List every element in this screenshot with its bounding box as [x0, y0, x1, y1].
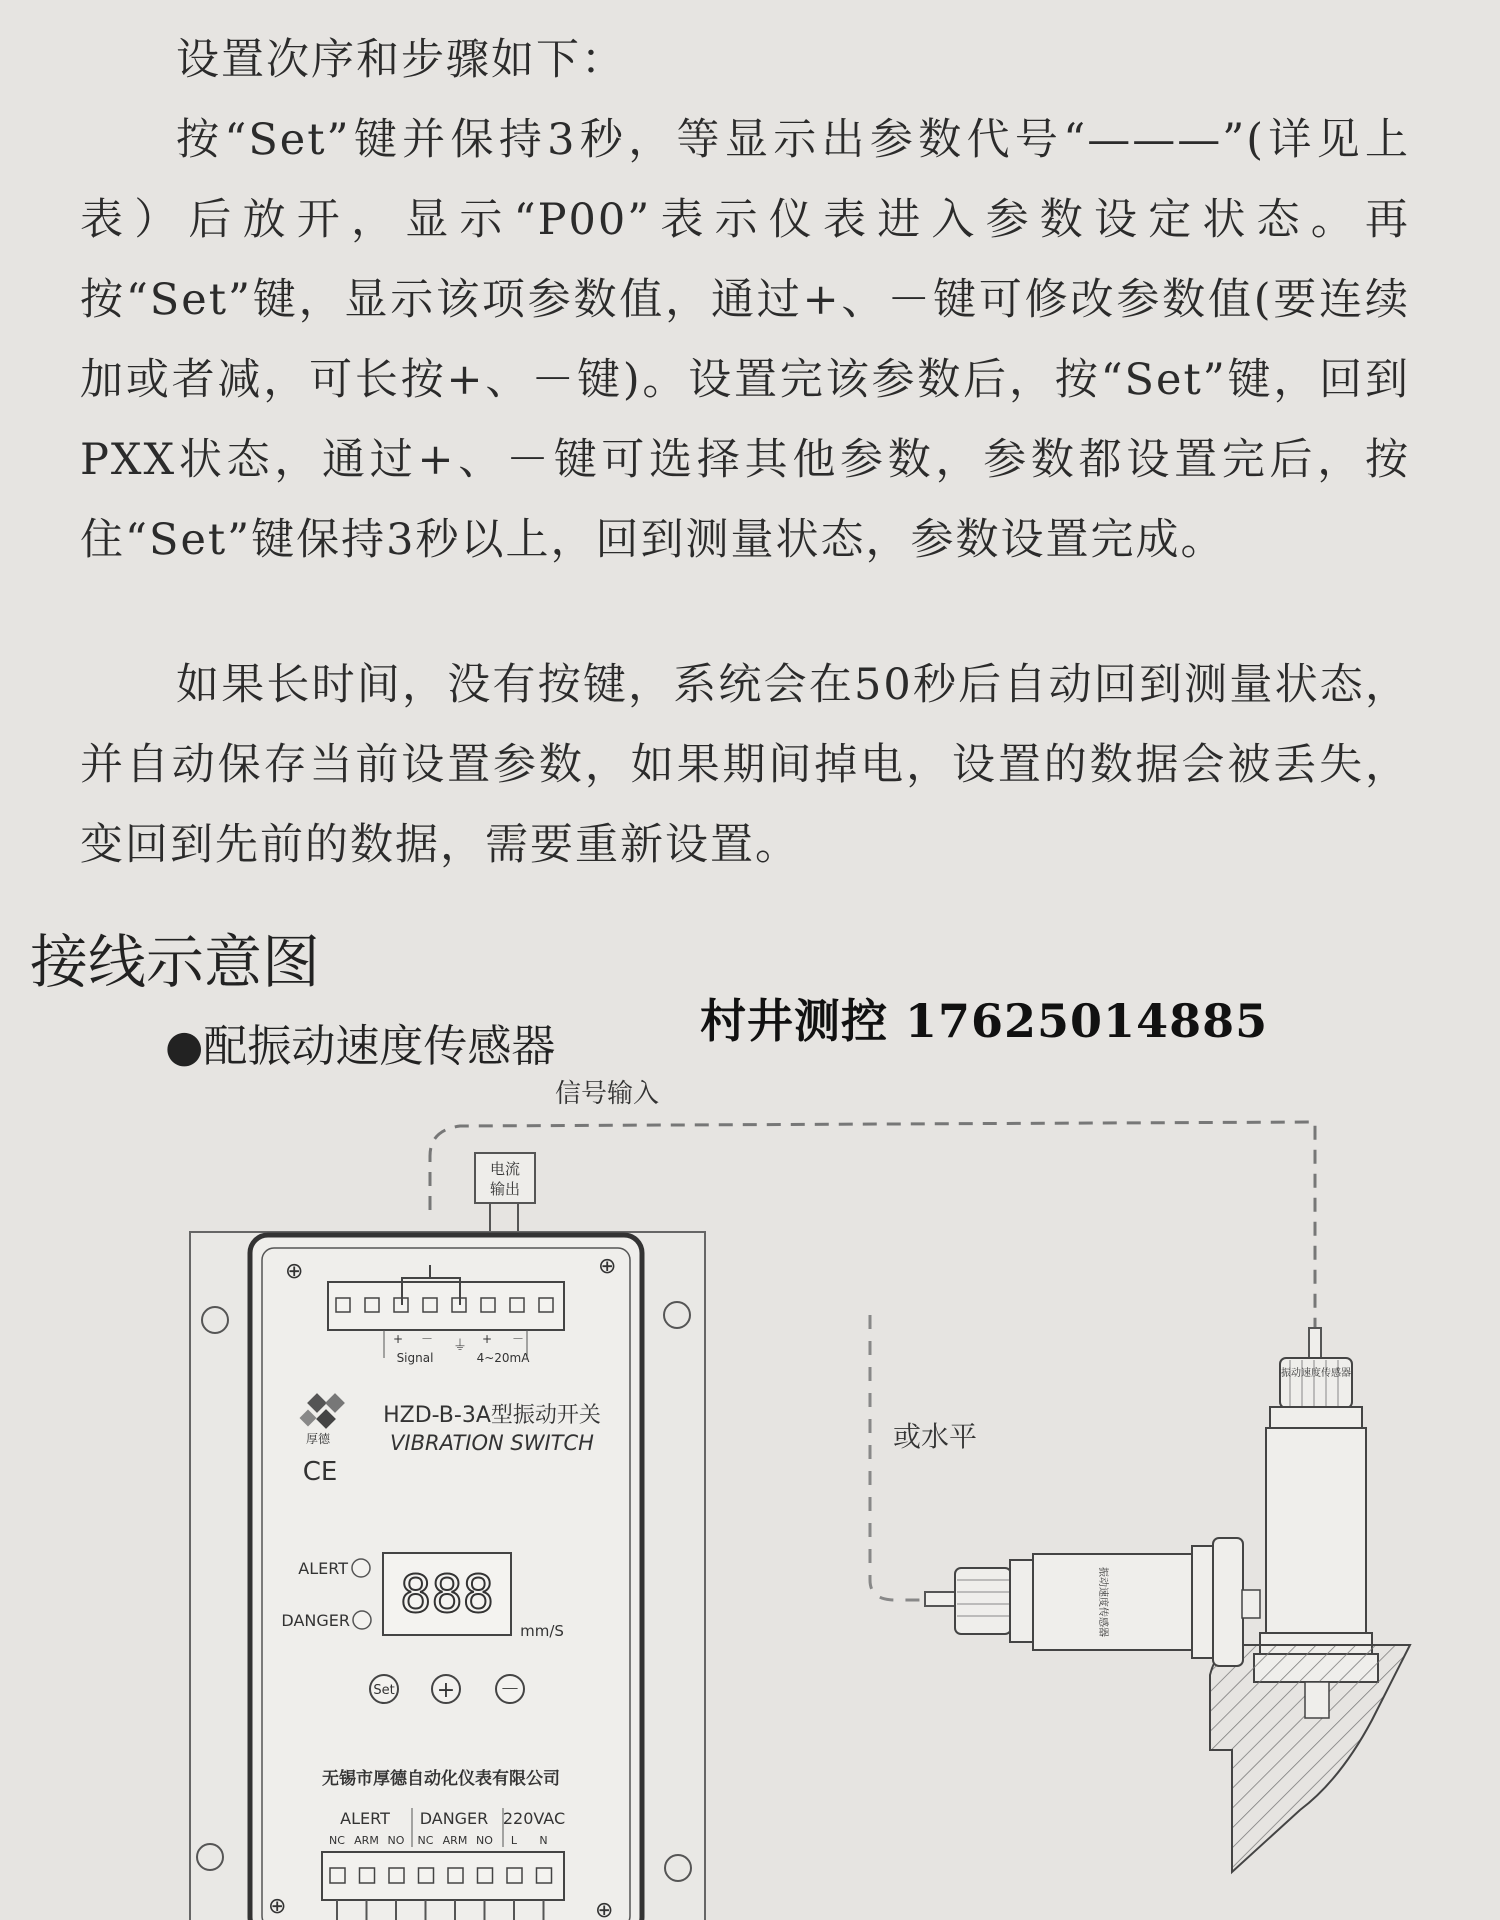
alert-led-icon: [352, 1559, 370, 1577]
vertical-sensor-label: 振动速度传感器: [1281, 1368, 1351, 1379]
bottom-group-220vac: 220VAC: [502, 1809, 566, 1828]
terminal-sublabel: NC: [329, 1834, 345, 1847]
horizontal-signal-wire: [870, 1315, 930, 1600]
model-name: HZD-B-3A型振动开关: [383, 1403, 601, 1428]
terminal-sublabel: ARM: [354, 1834, 379, 1847]
company-name: 无锡市厚德自动化仪表有限公司: [322, 1769, 560, 1789]
bottom-terminal-block: [322, 1852, 564, 1900]
ground-icon: ⏚: [453, 1338, 467, 1354]
terminal-screw: [507, 1868, 522, 1883]
screw-icon: ⊕: [268, 1894, 287, 1919]
terminal-screw: [336, 1298, 350, 1312]
horizontal-sensor-label: 振动速度传感器: [1097, 1567, 1108, 1637]
terminal-sublabel: NC: [417, 1834, 434, 1847]
display-digits: 888: [400, 1565, 494, 1625]
terminal-sublabel: N: [539, 1834, 548, 1847]
screw-icon: ⊕: [285, 1259, 304, 1284]
danger-label: DANGER: [281, 1611, 350, 1630]
ma-label: 4~20mA: [476, 1351, 530, 1365]
wiring-diagram: [0, 1060, 1500, 1920]
terminal-plus: +: [392, 1332, 404, 1346]
minus-button-label: －: [500, 1677, 520, 1701]
auto-return-paragraph: 如果长时间，没有按键，系统会在50秒后自动回到测量状态，并自动保存当前设置参数，如果期间掉电，设置的数据会被丢失，变回到先前的数据，需要重新设置。: [80, 660, 1410, 870]
terminal-screw: [448, 1868, 463, 1883]
terminal-screw: [365, 1298, 379, 1312]
terminal-plus: +: [481, 1332, 493, 1346]
model-english: VIBRATION SWITCH: [390, 1431, 594, 1455]
terminal-screw: [423, 1298, 437, 1312]
terminal-screw: [478, 1868, 493, 1883]
screw-icon: ⊕: [595, 1898, 614, 1920]
signal-label: Signal: [396, 1351, 434, 1365]
terminal-screw: [330, 1868, 345, 1883]
top-terminal-block: [328, 1282, 564, 1330]
machine-housing: [1210, 1645, 1410, 1872]
watermark-contact: 村井测控 17625014885: [700, 994, 1269, 1048]
terminal-minus: －: [511, 1332, 525, 1346]
danger-led-icon: [353, 1611, 371, 1629]
terminal-screw: [419, 1868, 434, 1883]
terminal-screw: [360, 1868, 375, 1883]
terminal-screw: [539, 1298, 553, 1312]
or-horizontal-label: 或水平: [893, 1420, 978, 1453]
set-button-label: Set: [373, 1683, 395, 1698]
terminal-sublabel: NO: [476, 1834, 493, 1847]
steps-paragraph: 按“Set”键并保持3秒，等显示出参数代号“———”(详见上表）后放开，显示“P00”表示仪表进入参数设定状态。再按“Set”键，显示该项参数值，通过+、－键可修改参数值(要连续加或者减，可长按+、－键)。设置完该参数后，按“Set”键，回到PXX状态，通过+、－键可选择其他参数，参数都设置完后，按住“Set”键保持3秒以上，回到测量状态，参数设置完成。: [80, 115, 1410, 565]
terminal-screw: [537, 1868, 552, 1883]
bottom-group-danger: DANGER: [419, 1809, 489, 1828]
screw-icon: ⊕: [598, 1254, 617, 1279]
svg-text:振动速度传感器: [1281, 1366, 1351, 1379]
subsection-title: ●配振动速度传感器: [165, 1021, 556, 1072]
section-title: 接线示意图: [30, 928, 321, 996]
terminal-sublabel: L: [510, 1834, 518, 1847]
terminal-sublabel: NO: [387, 1834, 405, 1847]
terminal-minus: －: [420, 1332, 434, 1346]
signal-input-label: 信号输入: [555, 1079, 660, 1109]
logo-text: 厚德: [305, 1432, 331, 1446]
terminal-screw: [481, 1298, 495, 1312]
terminal-screw: [510, 1298, 524, 1312]
plus-button-label: +: [436, 1678, 456, 1703]
ce-mark: CE: [302, 1457, 338, 1487]
unit-label: mm/S: [520, 1622, 564, 1640]
vertical-sensor: [1254, 1328, 1378, 1682]
intro-paragraph: 设置次序和步骤如下：: [176, 35, 626, 85]
current-output-line2: 输出: [489, 1180, 521, 1198]
current-output-line1: 电流: [489, 1160, 521, 1178]
alert-label: ALERT: [298, 1559, 348, 1578]
terminal-screw: [389, 1868, 404, 1883]
terminal-sublabel: ARM: [442, 1834, 468, 1847]
horizontal-sensor: [925, 1538, 1260, 1666]
bottom-group-alert: ALERT: [340, 1809, 390, 1828]
